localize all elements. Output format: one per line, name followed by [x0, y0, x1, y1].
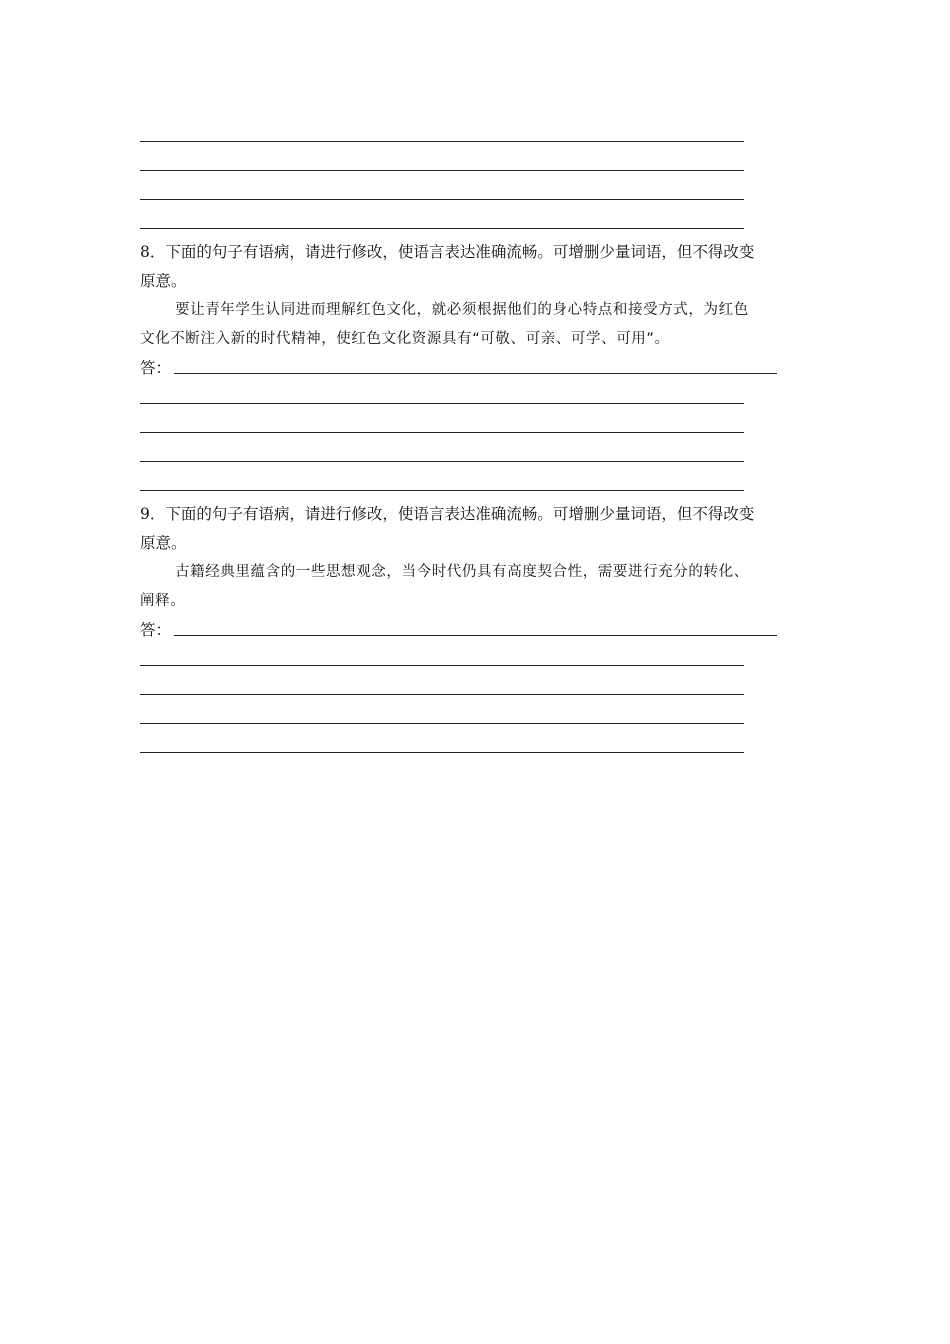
- q8-sentence-line2: 文化不断注入新的时代精神，使红色文化资源具有“可敬、可亲、可学、可用”。: [140, 331, 670, 347]
- q9-answer-line[interactable]: [140, 694, 744, 695]
- q9-sentence-line1: 古籍经典里蕴含的一些思想观念，当今时代仍具有高度契合性，需要进行充分的转化、: [175, 564, 749, 580]
- q8-prompt-line2: 原意。: [140, 272, 187, 290]
- q8-prompt-line1: 8．下面的句子有语病，请进行修改，使语言表达准确流畅。可增删少量词语，但不得改变: [140, 243, 755, 261]
- q9-sentence-line2: 阐释。: [140, 593, 186, 609]
- q9-answer-line[interactable]: [140, 723, 744, 724]
- answer-line: [140, 141, 744, 142]
- q8-sentence-line1: 要让青年学生认同进而理解红色文化，就必须根据他们的身心特点和接受方式，为红色: [175, 302, 749, 318]
- answer-line: [140, 228, 744, 229]
- q8-answer-line[interactable]: [140, 403, 744, 404]
- q8-answer-line[interactable]: [140, 432, 744, 433]
- q9-answer-line[interactable]: [140, 752, 744, 753]
- q9-answer-line-first[interactable]: [174, 635, 777, 636]
- q9-answer-line[interactable]: [140, 665, 744, 666]
- answer-line: [140, 199, 744, 200]
- answer-line: [140, 170, 744, 171]
- q9-prompt-line2: 原意。: [140, 534, 187, 552]
- q8-answer-line[interactable]: [140, 461, 744, 462]
- q9-prompt-line1: 9．下面的句子有语病，请进行修改，使语言表达准确流畅。可增删少量词语，但不得改变: [140, 505, 755, 523]
- q8-answer-line-first[interactable]: [174, 373, 777, 374]
- q8-answer-line[interactable]: [140, 490, 744, 491]
- q9-answer-label: 答：: [140, 621, 172, 639]
- q8-answer-label: 答：: [140, 359, 172, 377]
